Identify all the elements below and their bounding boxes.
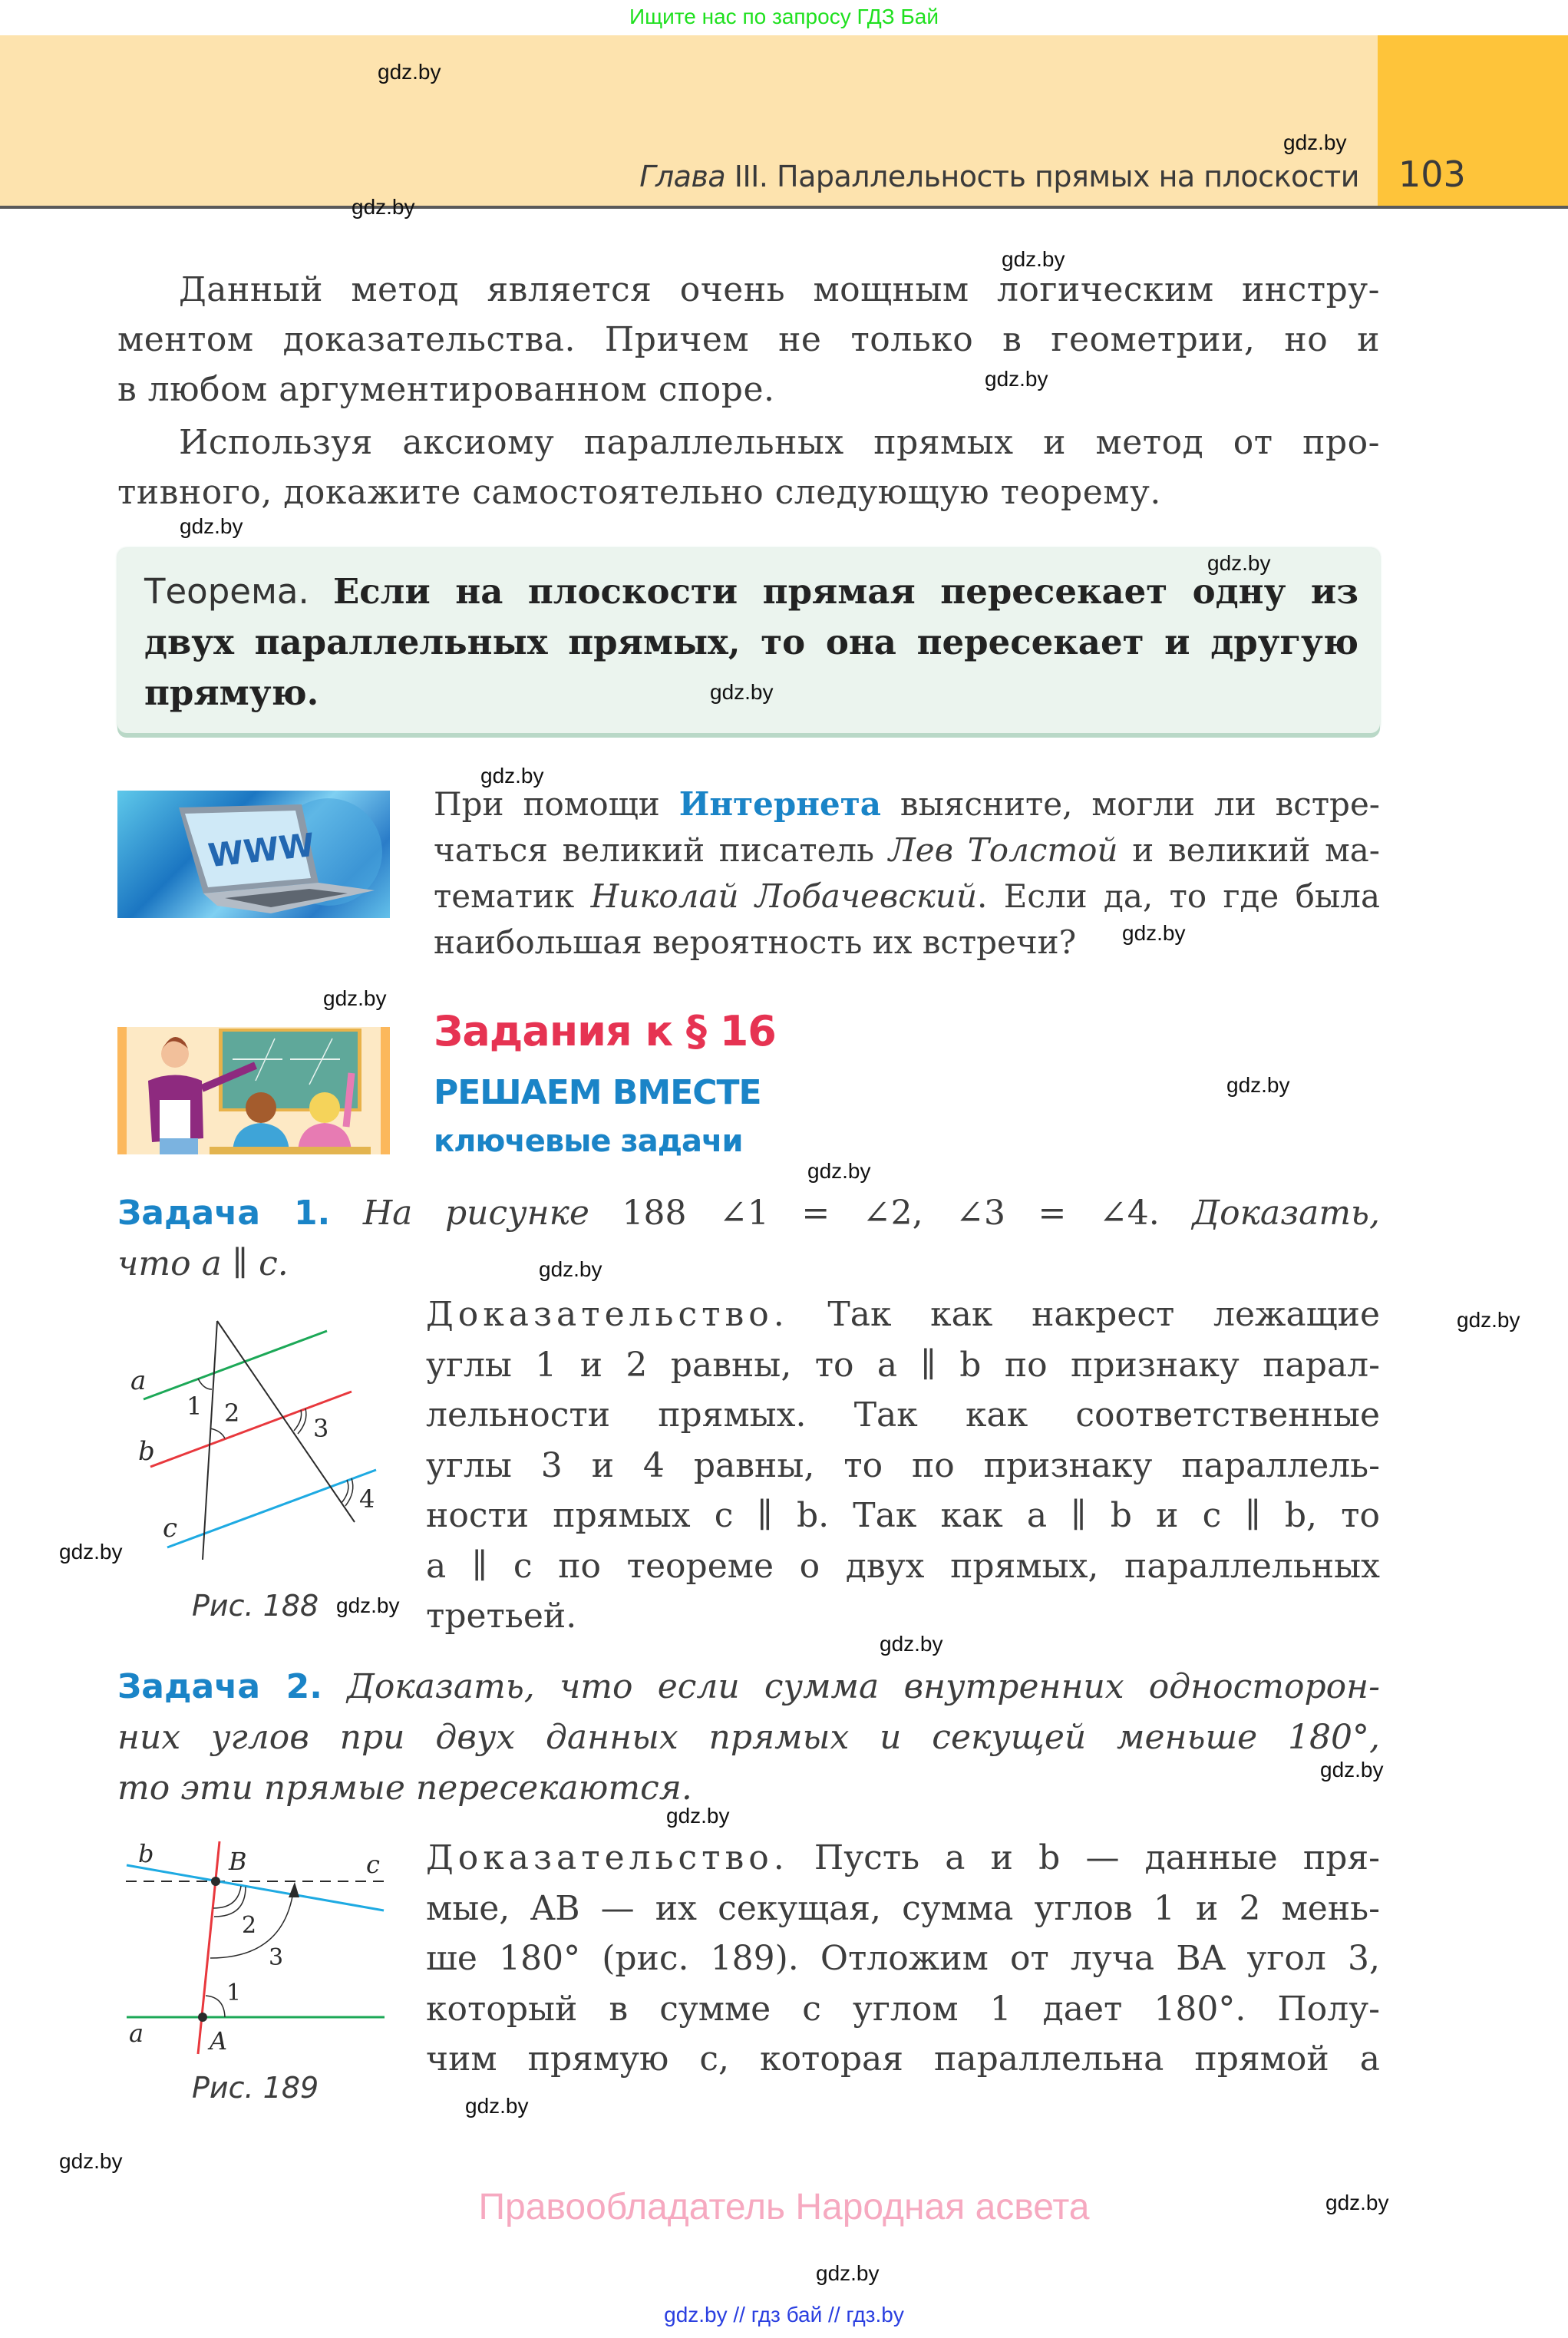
- task-1-label: Задача 1.: [117, 1194, 331, 1233]
- line-label-b: b: [138, 1436, 155, 1467]
- point-label-b: B: [229, 1847, 247, 1876]
- watermark-text: gdz.by: [336, 1593, 400, 1617]
- text-line: мые, AB — их секущая, сумма углов 1 и 2 мень-: [426, 1888, 1380, 1928]
- text-line: ности прямых c ∥ b. Так как a ∥ b и c ∥ b, то: [426, 1496, 1380, 1535]
- text-line: в любом аргументированном споре.: [117, 370, 775, 409]
- watermark-text: gdz.by: [59, 2149, 123, 2173]
- section-subtitle-solve-together: РЕШАЕМ ВМЕСТЕ: [434, 1073, 761, 1112]
- text-fragment: . Если да, то где была: [977, 877, 1381, 915]
- figure-188: [107, 1290, 414, 1627]
- text-line: ше 180° (рис. 189). Отложим от луча BA угол 3,: [426, 1939, 1380, 1978]
- internet-keyword: Интернета: [678, 785, 881, 823]
- page-number: 103: [1398, 154, 1466, 195]
- watermark-text: gdz.by: [465, 2094, 529, 2118]
- text-line: углы 1 и 2 равны, то a ∥ b по признаку парал-: [426, 1345, 1380, 1385]
- angle-label-3: 3: [313, 1414, 329, 1443]
- watermark-text: gdz.by: [1002, 247, 1065, 271]
- chapter-name: III. Параллельность прямых на плоскости: [725, 160, 1359, 193]
- person-name-lobachevsky: Николай Лобачевский: [590, 877, 978, 915]
- task-1-statement: [117, 1188, 1380, 1290]
- parallel-lines-diagram-icon: [107, 1290, 414, 1627]
- task-2-proof: [426, 1833, 1380, 2085]
- watermark-text: gdz.by: [1283, 130, 1347, 154]
- footer-links[interactable]: gdz.by // гдз бай // гдз.by: [664, 2303, 904, 2326]
- line-label-b: b: [138, 1839, 154, 1868]
- line-label-c: c: [163, 1513, 178, 1544]
- angle-label-2: 2: [224, 1399, 240, 1428]
- text-fragment: При помощи: [434, 785, 679, 823]
- watermark-text: gdz.by: [666, 1804, 730, 1828]
- watermark-text: gdz.by: [816, 2261, 880, 2285]
- text-line: что a ∥ c.: [117, 1244, 289, 1283]
- text-fragment: тематик: [434, 877, 591, 915]
- text-line: Данный метод является очень мощным логическим инстру-: [179, 270, 1380, 309]
- chapter-prefix: Глава: [639, 160, 726, 193]
- line-label-a: a: [130, 1365, 147, 1396]
- watermark-text: gdz.by: [539, 1257, 602, 1281]
- watermark-text: gdz.by: [1320, 1758, 1384, 1782]
- theorem-line: Если на плоскости прямая пересекает одну из: [332, 571, 1358, 612]
- task-1-proof: [426, 1290, 1380, 1642]
- header-divider: [0, 206, 1568, 209]
- watermark-text: gdz.by: [1226, 1073, 1290, 1097]
- proof-word: Доказательство.: [426, 1295, 789, 1334]
- text-line: них углов при двух данных прямых и секущей меньше 180°,: [117, 1718, 1380, 1757]
- text-fragment: 188 ∠1 = ∠2, ∠3 = ∠4.: [622, 1194, 1160, 1233]
- task-2-label: Задача 2.: [117, 1667, 322, 1706]
- watermark-text: gdz.by: [323, 986, 387, 1010]
- angle-label-4: 4: [359, 1484, 375, 1514]
- text-line: a ∥ c по теореме о двух прямых, параллельных: [426, 1546, 1380, 1586]
- figure-189: [107, 1827, 414, 2118]
- svg-text:WWW: WWW: [206, 826, 317, 875]
- text-fragment: чаться великий писатель: [434, 831, 889, 869]
- text-line: то эти прямые пересекаются.: [117, 1768, 692, 1808]
- watermark-text: gdz.by: [1325, 2191, 1389, 2214]
- watermark-text: gdz.by: [59, 1540, 123, 1564]
- internet-laptop-image: [117, 791, 390, 918]
- section-title: Задания к § 16: [434, 1007, 776, 1055]
- text-line: который в сумме с углом 1 дает 180°. Полу-: [426, 1989, 1380, 2029]
- point-label-a: A: [210, 2026, 228, 2056]
- line-label-a: a: [129, 2019, 144, 2048]
- watermark-text: gdz.by: [985, 367, 1048, 391]
- angle-label-2: 2: [242, 1912, 257, 1939]
- chapter-title: [639, 160, 1359, 193]
- text-fragment: Так как накрест лежащие: [788, 1295, 1380, 1334]
- laptop-www-illustration-icon: [117, 791, 390, 918]
- watermark-text: gdz.by: [180, 514, 243, 538]
- proof-word: Доказательство.: [426, 1838, 789, 1877]
- figure-189-caption: Рис. 189: [192, 2071, 319, 2105]
- angle-label-3: 3: [269, 1944, 284, 1971]
- watermark-text: gdz.by: [1122, 921, 1186, 945]
- top-search-banner[interactable]: Ищите нас по запросу ГДЗ Бай: [629, 5, 939, 28]
- watermark-text: gdz.by: [352, 195, 415, 219]
- task-2-statement: [117, 1662, 1380, 1814]
- angle-label-1: 1: [187, 1392, 203, 1421]
- theorem-line: двух параллельных прямых, то она пересекает и другую: [144, 622, 1358, 662]
- text-fragment: На рисунке: [330, 1194, 622, 1233]
- text-fragment: Доказать,: [1159, 1194, 1380, 1233]
- intro-paragraph-2: [117, 418, 1380, 517]
- text-line: ментом доказательства. Причем не только в геометрии, но и: [117, 320, 1380, 359]
- text-fragment: Пусть a и b — данные пря-: [788, 1838, 1380, 1877]
- internet-task-text: [434, 781, 1380, 966]
- text-line: чим прямую c, которая параллельна прямой a: [426, 2039, 1380, 2079]
- text-line: наибольшая вероятность их встречи?: [434, 923, 1077, 961]
- angle-label-1: 1: [226, 1980, 242, 2006]
- theorem-line: прямую.: [144, 672, 319, 713]
- teacher-at-blackboard-icon: [117, 1027, 390, 1154]
- section-subtitle-key-tasks: ключевые задачи: [434, 1124, 743, 1159]
- watermark-text: gdz.by: [1207, 551, 1271, 575]
- text-fragment: и великий ма-: [1117, 831, 1380, 869]
- text-line: тивного, докажите самостоятельно следующую теорему.: [117, 473, 1161, 512]
- text-fragment: Доказать, что если сумма внутренних односторон-: [322, 1667, 1380, 1706]
- intersecting-lines-diagram-icon: [107, 1827, 414, 2080]
- figure-188-caption: Рис. 188: [192, 1589, 319, 1623]
- line-label-c: c: [366, 1850, 380, 1879]
- text-fragment: выясните, могли ли встре-: [880, 785, 1380, 823]
- theorem-label: Теорема.: [144, 571, 309, 612]
- teacher-classroom-image: [117, 1027, 390, 1154]
- watermark-text: gdz.by: [378, 60, 441, 84]
- watermark-text: gdz.by: [1457, 1308, 1520, 1332]
- watermark-text: gdz.by: [807, 1159, 871, 1183]
- watermark-text: gdz.by: [710, 680, 774, 704]
- watermark-text: gdz.by: [480, 764, 544, 788]
- copyright-notice: Правообладатель Народная асвета: [478, 2187, 1090, 2227]
- intro-paragraph-1: [117, 265, 1380, 414]
- text-line: лельности прямых. Так как соответственные: [426, 1395, 1380, 1435]
- text-line: Используя аксиому параллельных прямых и метод от про-: [179, 423, 1380, 462]
- watermark-text: gdz.by: [880, 1632, 943, 1656]
- text-line: углы 3 и 4 равны, то по признаку параллель-: [426, 1445, 1380, 1485]
- person-name-tolstoy: Лев Толстой: [888, 831, 1118, 869]
- text-line: третьей.: [426, 1597, 577, 1636]
